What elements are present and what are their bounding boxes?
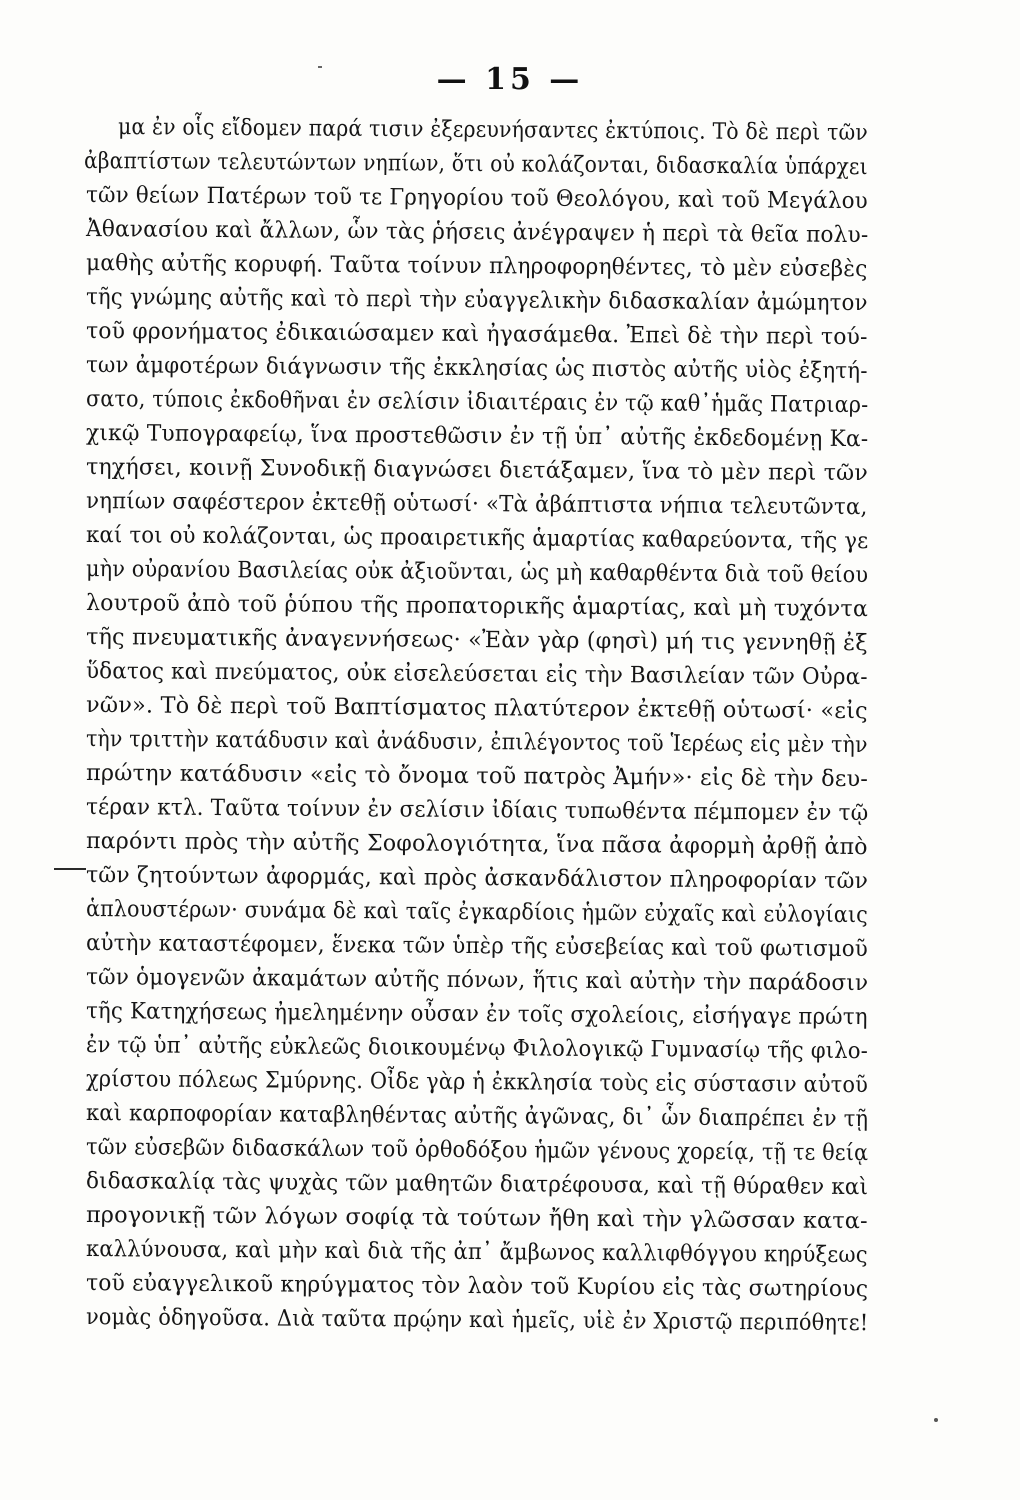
- text-line: τῆς Κατηχήσεως ἠμελημένην οὖσαν ἐν τοῖς σχολείοις, εἰσήγαγε πρώτη: [85, 998, 868, 1031]
- text-line: πρώτην κατάδυσιν «εἰς τὸ ὄνομα τοῦ πατρὸς Ἀμήν»· εἰς δὲ τὴν δευ-: [85, 760, 869, 793]
- text-line: καλλύνουσα, καὶ μὴν καὶ διὰ τῆς ἀπ᾽ ἄμβωνος καλλιφθόγγου κηρύξεως: [85, 1236, 868, 1269]
- text-line: τέραν κτλ. Ταῦτα τοίνυν ἐν σελίσιν ἰδίαις τυπωθέντα πέμπομεν ἐν τῷ: [85, 794, 869, 827]
- text-line: μα ἐν οἷς εἴδομεν παρά τισιν ἐξερευνήσαντες ἐκτύποις. Τὸ δὲ περὶ τῶν: [117, 114, 869, 146]
- text-line: νῶν». Τὸ δὲ περὶ τοῦ Βαπτίσματος πλατύτερον ἐκτεθῇ οὑτωσί· «εἰς: [85, 692, 868, 725]
- text-line: ἀβαπτίστων τελευτώντων νηπίων, ὅτι οὐ κολάζονται, διδασκαλία ὑπάρχει: [83, 148, 868, 181]
- text-line: προγονικῇ τῶν λόγων σοφίᾳ τὰ τούτων ἤθη καὶ τὴν γλῶσσαν κατα-: [85, 1202, 868, 1235]
- text-line: σατο, τύποις ἐκδοθῆναι ἐν σελίσιν ἰδιαιτέραις ἐν τῷ καθ᾽ἡμᾶς Πατριαρ-: [85, 386, 869, 419]
- text-line: νομὰς ὁδηγοῦσα. Διὰ ταῦτα πρῴην καὶ ἡμεῖς, υἱὲ ἐν Χριστῷ περιπόθητε!: [85, 1304, 869, 1337]
- text-line: αὐτὴν καταστέφομεν, ἕνεκα τῶν ὑπὲρ τῆς εὐσεβείας καὶ τοῦ φωτισμοῦ: [85, 930, 869, 963]
- text-line: τῶν ὁμογενῶν ἀκαμάτων αὐτῆς πόνων, ἥτις καὶ αὐτὴν τὴν παράδοσιν: [85, 964, 869, 997]
- text-line: νηπίων σαφέστερον ἐκτεθῇ οὑτωσί· «Τὰ ἀβάπτιστα νήπια τελευτῶντα,: [85, 488, 868, 521]
- text-line: τῆς γνώμης αὐτῆς καὶ τὸ περὶ τὴν εὐαγγελικὴν διδασκαλίαν ἀμώμητον: [85, 284, 868, 317]
- text-line: τῶν εὐσεβῶν διδασκάλων τοῦ ὀρθοδόξου ἡμῶν γένους χορείᾳ, τῇ τε θείᾳ: [85, 1134, 869, 1167]
- text-line: μὴν οὐρανίου Βασιλείας οὐκ ἀξιοῦνται, ὡς μὴ καθαρθέντα διὰ τοῦ θείου: [85, 556, 869, 589]
- text-line: τοῦ εὐαγγελικοῦ κηρύγματος τὸν λαὸν τοῦ Κυρίου εἰς τὰς σωτηρίους: [85, 1270, 869, 1303]
- text-line: χικῷ Τυπογραφείῳ, ἵνα προστεθῶσιν ἐν τῇ ὑπ᾽ αὐτῆς ἐκδεδομένῃ Κα-: [85, 420, 869, 453]
- text-line: καί τοι οὐ κολάζονται, ὡς προαιρετικῆς ἁμαρτίας καθαρεύοντα, τῆς γε: [85, 522, 869, 555]
- margin-mark: [54, 868, 86, 870]
- print-speck: [934, 1418, 938, 1422]
- text-line: τηχήσει, κοινῇ Συνοδικῇ διαγνώσει διετάξαμεν, ἵνα τὸ μὲν περὶ τῶν: [85, 454, 869, 487]
- text-line: χρίστου πόλεως Σμύρνης. Οἶδε γὰρ ἡ ἐκκλησία τοὺς εἰς σύστασιν αὐτοῦ: [85, 1066, 869, 1099]
- text-line: τοῦ φρονήματος ἐδικαιώσαμεν καὶ ἠγασάμεθα. Ἐπεὶ δὲ τὴν περὶ τού-: [85, 318, 868, 351]
- text-line: τὴν τριττὴν κατάδυσιν καὶ ἀνάδυσιν, ἐπιλέγοντος τοῦ Ἱερέως εἰς μὲν τὴν: [85, 726, 868, 759]
- text-line: τῆς πνευματικῆς ἀναγεννήσεως· «Ἐὰν γὰρ (φησὶ) μή τις γεννηθῇ ἐξ: [85, 624, 868, 657]
- text-line: ἁπλουστέρων· συνάμα δὲ καὶ ταῖς ἐγκαρδίοις ἡμῶν εὐχαῖς καὶ εὐλογίαις: [85, 896, 869, 929]
- text-line: λουτροῦ ἀπὸ τοῦ ῥύπου τῆς προπατορικῆς ἁμαρτίας, καὶ μὴ τυχόντα: [85, 590, 869, 623]
- text-line: παρόντι πρὸς τὴν αὐτῆς Σοφολογιότητα, ἵνα πᾶσα ἀφορμὴ ἀρθῇ ἀπὸ: [85, 828, 868, 861]
- text-line: Ἀθανασίου καὶ ἄλλων, ὧν τὰς ῥήσεις ἀνέγραψεν ἡ περὶ τὰ θεῖα πολυ-: [85, 216, 869, 249]
- text-line: διδασκαλίᾳ τὰς ψυχὰς τῶν μαθητῶν διατρέφουσα, καὶ τῇ θύραθεν καὶ: [85, 1168, 869, 1201]
- text-line: καὶ καρποφορίαν καταβληθέντας αὐτῆς ἀγῶνας, δι᾽ ὧν διαπρέπει ἐν τῇ: [85, 1100, 869, 1133]
- text-line: ὕδατος καὶ πνεύματος, οὐκ εἰσελεύσεται εἰς τὴν Βασιλείαν τῶν Οὐρα-: [85, 658, 868, 691]
- page-number: — 15 —: [436, 62, 584, 97]
- text-line: τῶν ζητούντων ἀφορμάς, καὶ πρὸς ἀσκανδάλιστον πληροφορίαν τῶν: [85, 862, 869, 895]
- text-line: μαθὴς αὐτῆς κορυφή. Ταῦτα τοίνυν πληροφορηθέντες, τὸ μὲν εὐσεβὲς: [85, 250, 868, 283]
- text-line: τῶν θείων Πατέρων τοῦ τε Γρηγορίου τοῦ Θεολόγου, καὶ τοῦ Μεγάλου: [85, 182, 869, 215]
- text-line: ἐν τῷ ὑπ᾽ αὐτῆς εὐκλεῶς διοικουμένῳ Φιλολογικῷ Γυμνασίῳ τῆς φιλο-: [85, 1032, 869, 1065]
- text-line: των ἀμφοτέρων διάγνωσιν τῆς ἐκκλησίας ὡς πιστὸς αὐτῆς υἱὸς ἐξητή-: [85, 352, 868, 385]
